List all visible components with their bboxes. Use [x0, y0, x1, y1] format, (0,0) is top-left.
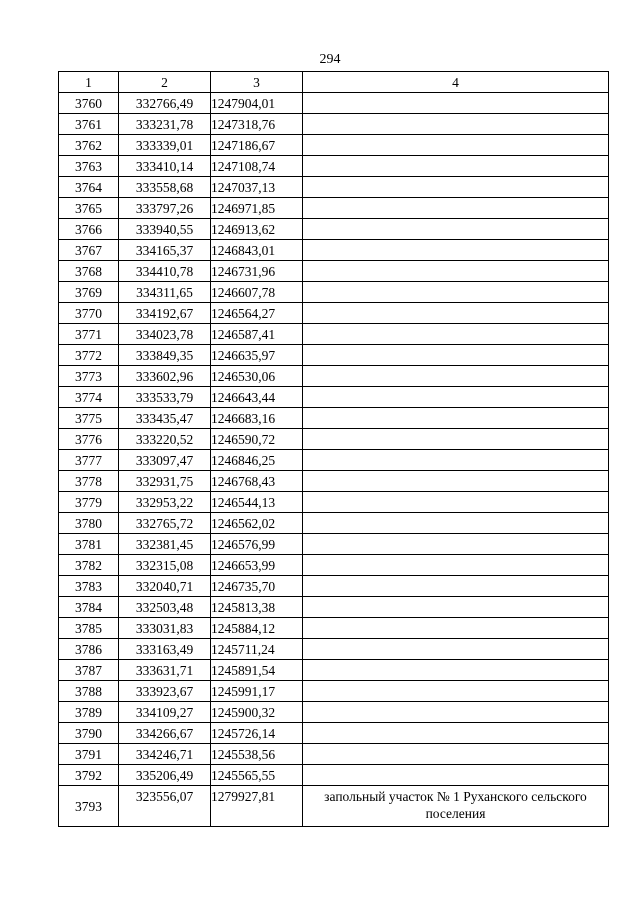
table-row — [59, 471, 609, 492]
y-coordinate-cell: 1246587,41 — [211, 324, 303, 345]
note-cell — [303, 135, 609, 156]
point-number-cell: 3770 — [59, 303, 119, 324]
table-row — [59, 786, 609, 827]
table-row — [59, 681, 609, 702]
point-number-cell: 3785 — [59, 618, 119, 639]
y-coordinate-cell: 1245900,32 — [211, 702, 303, 723]
y-coordinate-cell: 1247037,13 — [211, 177, 303, 198]
y-coordinate-cell: 1245565,55 — [211, 765, 303, 786]
table-row — [59, 618, 609, 639]
point-number-cell: 3787 — [59, 660, 119, 681]
table-row — [59, 492, 609, 513]
y-coordinate-cell: 1246643,44 — [211, 387, 303, 408]
note-cell — [303, 471, 609, 492]
y-coordinate-cell: 1245711,24 — [211, 639, 303, 660]
x-coordinate-cell: 334266,67 — [119, 723, 211, 744]
column-header-4: 4 — [303, 72, 609, 93]
note-cell — [303, 219, 609, 240]
table-row — [59, 135, 609, 156]
point-number-cell: 3772 — [59, 345, 119, 366]
x-coordinate-cell: 333533,79 — [119, 387, 211, 408]
point-number-cell: 3777 — [59, 450, 119, 471]
y-coordinate-cell: 1246530,06 — [211, 366, 303, 387]
column-header-2: 2 — [119, 72, 211, 93]
point-number-cell: 3767 — [59, 240, 119, 261]
point-number-cell: 3774 — [59, 387, 119, 408]
note-cell — [303, 303, 609, 324]
point-number-cell: 3778 — [59, 471, 119, 492]
point-number-cell: 3763 — [59, 156, 119, 177]
y-coordinate-cell: 1246843,01 — [211, 240, 303, 261]
y-coordinate-cell: 1247108,74 — [211, 156, 303, 177]
y-coordinate-cell: 1247186,67 — [211, 135, 303, 156]
point-number-cell: 3792 — [59, 765, 119, 786]
x-coordinate-cell: 333923,67 — [119, 681, 211, 702]
y-coordinate-cell: 1245991,17 — [211, 681, 303, 702]
point-number-cell: 3765 — [59, 198, 119, 219]
table-row — [59, 240, 609, 261]
x-coordinate-cell: 334023,78 — [119, 324, 211, 345]
note-cell — [303, 345, 609, 366]
x-coordinate-cell: 332315,08 — [119, 555, 211, 576]
x-coordinate-cell: 332381,45 — [119, 534, 211, 555]
y-coordinate-cell: 1246683,16 — [211, 408, 303, 429]
x-coordinate-cell: 333602,96 — [119, 366, 211, 387]
x-coordinate-cell: 334246,71 — [119, 744, 211, 765]
note-cell — [303, 639, 609, 660]
y-coordinate-cell: 1245538,56 — [211, 744, 303, 765]
note-cell — [303, 261, 609, 282]
y-coordinate-cell: 1245813,38 — [211, 597, 303, 618]
column-header-3: 3 — [211, 72, 303, 93]
y-coordinate-cell: 1246562,02 — [211, 513, 303, 534]
table-row — [59, 702, 609, 723]
note-cell — [303, 93, 609, 114]
x-coordinate-cell: 332931,75 — [119, 471, 211, 492]
note-cell — [303, 723, 609, 744]
table-row — [59, 576, 609, 597]
x-coordinate-cell: 333797,26 — [119, 198, 211, 219]
note-cell — [303, 660, 609, 681]
table-body — [59, 93, 609, 827]
x-coordinate-cell: 333097,47 — [119, 450, 211, 471]
point-number-cell: 3789 — [59, 702, 119, 723]
x-coordinate-cell: 334410,78 — [119, 261, 211, 282]
point-number-cell: 3779 — [59, 492, 119, 513]
coordinates-table — [58, 71, 609, 827]
note-cell — [303, 240, 609, 261]
header-row — [59, 72, 609, 93]
note-cell — [303, 681, 609, 702]
table-row — [59, 597, 609, 618]
note-cell — [303, 765, 609, 786]
x-coordinate-cell: 334165,37 — [119, 240, 211, 261]
y-coordinate-cell: 1246846,25 — [211, 450, 303, 471]
x-coordinate-cell: 334192,67 — [119, 303, 211, 324]
table-row — [59, 156, 609, 177]
note-cell — [303, 282, 609, 303]
x-coordinate-cell: 333558,68 — [119, 177, 211, 198]
table-row — [59, 723, 609, 744]
point-number-cell: 3769 — [59, 282, 119, 303]
point-number-cell: 3776 — [59, 429, 119, 450]
y-coordinate-cell: 1246635,97 — [211, 345, 303, 366]
y-coordinate-cell: 1246544,13 — [211, 492, 303, 513]
table-row — [59, 429, 609, 450]
table-row — [59, 282, 609, 303]
table-row — [59, 450, 609, 471]
x-coordinate-cell: 334109,27 — [119, 702, 211, 723]
table-row — [59, 303, 609, 324]
note-cell — [303, 429, 609, 450]
point-number-cell: 3762 — [59, 135, 119, 156]
note-cell — [303, 597, 609, 618]
point-number-cell: 3764 — [59, 177, 119, 198]
table-row — [59, 219, 609, 240]
note-cell — [303, 114, 609, 135]
note-cell — [303, 450, 609, 471]
point-number-cell: 3791 — [59, 744, 119, 765]
y-coordinate-cell: 1246971,85 — [211, 198, 303, 219]
table-row — [59, 660, 609, 681]
table-row — [59, 387, 609, 408]
note-cell — [303, 534, 609, 555]
x-coordinate-cell: 332503,48 — [119, 597, 211, 618]
y-coordinate-cell: 1246607,78 — [211, 282, 303, 303]
table-row — [59, 513, 609, 534]
x-coordinate-cell: 333339,01 — [119, 135, 211, 156]
note-cell — [303, 387, 609, 408]
point-number-cell: 3790 — [59, 723, 119, 744]
x-coordinate-cell: 333435,47 — [119, 408, 211, 429]
y-coordinate-cell: 1247904,01 — [211, 93, 303, 114]
table-row — [59, 324, 609, 345]
y-coordinate-cell: 1246768,43 — [211, 471, 303, 492]
y-coordinate-cell: 1245891,54 — [211, 660, 303, 681]
table-row — [59, 177, 609, 198]
point-number-cell: 3766 — [59, 219, 119, 240]
y-coordinate-cell: 1246913,62 — [211, 219, 303, 240]
x-coordinate-cell: 333849,35 — [119, 345, 211, 366]
x-coordinate-cell: 332040,71 — [119, 576, 211, 597]
table-row — [59, 345, 609, 366]
point-number-cell: 3771 — [59, 324, 119, 345]
note-cell — [303, 492, 609, 513]
table-row — [59, 555, 609, 576]
column-header-1: 1 — [59, 72, 119, 93]
note-cell — [303, 513, 609, 534]
y-coordinate-cell: 1246590,72 — [211, 429, 303, 450]
note-cell — [303, 555, 609, 576]
point-number-cell: 3775 — [59, 408, 119, 429]
table-row — [59, 408, 609, 429]
x-coordinate-cell: 332766,49 — [119, 93, 211, 114]
note-cell — [303, 618, 609, 639]
table-row — [59, 639, 609, 660]
y-coordinate-cell: 1245726,14 — [211, 723, 303, 744]
x-coordinate-cell: 333410,14 — [119, 156, 211, 177]
point-number-cell: 3780 — [59, 513, 119, 534]
table-row — [59, 261, 609, 282]
note-cell — [303, 177, 609, 198]
x-coordinate-cell: 323556,07 — [119, 786, 211, 827]
note-cell: запольный участок № 1 Руханского сельского поселения — [303, 786, 609, 827]
y-coordinate-cell: 1246735,70 — [211, 576, 303, 597]
point-number-cell: 3788 — [59, 681, 119, 702]
table-row — [59, 366, 609, 387]
x-coordinate-cell: 335206,49 — [119, 765, 211, 786]
note-cell — [303, 324, 609, 345]
x-coordinate-cell: 332953,22 — [119, 492, 211, 513]
point-number-cell: 3793 — [59, 786, 119, 827]
table-header — [59, 72, 609, 93]
x-coordinate-cell: 333231,78 — [119, 114, 211, 135]
x-coordinate-cell: 333163,49 — [119, 639, 211, 660]
note-cell — [303, 576, 609, 597]
note-cell — [303, 702, 609, 723]
note-cell — [303, 744, 609, 765]
x-coordinate-cell: 332765,72 — [119, 513, 211, 534]
note-cell — [303, 366, 609, 387]
page-number: 294 — [319, 52, 341, 67]
table-row — [59, 93, 609, 114]
point-number-cell: 3768 — [59, 261, 119, 282]
point-number-cell: 3786 — [59, 639, 119, 660]
y-coordinate-cell: 1246731,96 — [211, 261, 303, 282]
y-coordinate-cell: 1246653,99 — [211, 555, 303, 576]
note-cell — [303, 156, 609, 177]
table-row — [59, 765, 609, 786]
x-coordinate-cell: 333631,71 — [119, 660, 211, 681]
x-coordinate-cell: 333940,55 — [119, 219, 211, 240]
table-row — [59, 198, 609, 219]
point-number-cell: 3773 — [59, 366, 119, 387]
y-coordinate-cell: 1279927,81 — [211, 786, 303, 827]
point-number-cell: 3761 — [59, 114, 119, 135]
point-number-cell: 3781 — [59, 534, 119, 555]
x-coordinate-cell: 333031,83 — [119, 618, 211, 639]
x-coordinate-cell: 334311,65 — [119, 282, 211, 303]
y-coordinate-cell: 1246564,27 — [211, 303, 303, 324]
point-number-cell: 3783 — [59, 576, 119, 597]
point-number-cell: 3760 — [59, 93, 119, 114]
y-coordinate-cell: 1246576,99 — [211, 534, 303, 555]
point-number-cell: 3782 — [59, 555, 119, 576]
table-row — [59, 744, 609, 765]
x-coordinate-cell: 333220,52 — [119, 429, 211, 450]
note-cell — [303, 198, 609, 219]
table-row — [59, 114, 609, 135]
point-number-cell: 3784 — [59, 597, 119, 618]
table-row — [59, 534, 609, 555]
y-coordinate-cell: 1247318,76 — [211, 114, 303, 135]
note-cell — [303, 408, 609, 429]
y-coordinate-cell: 1245884,12 — [211, 618, 303, 639]
